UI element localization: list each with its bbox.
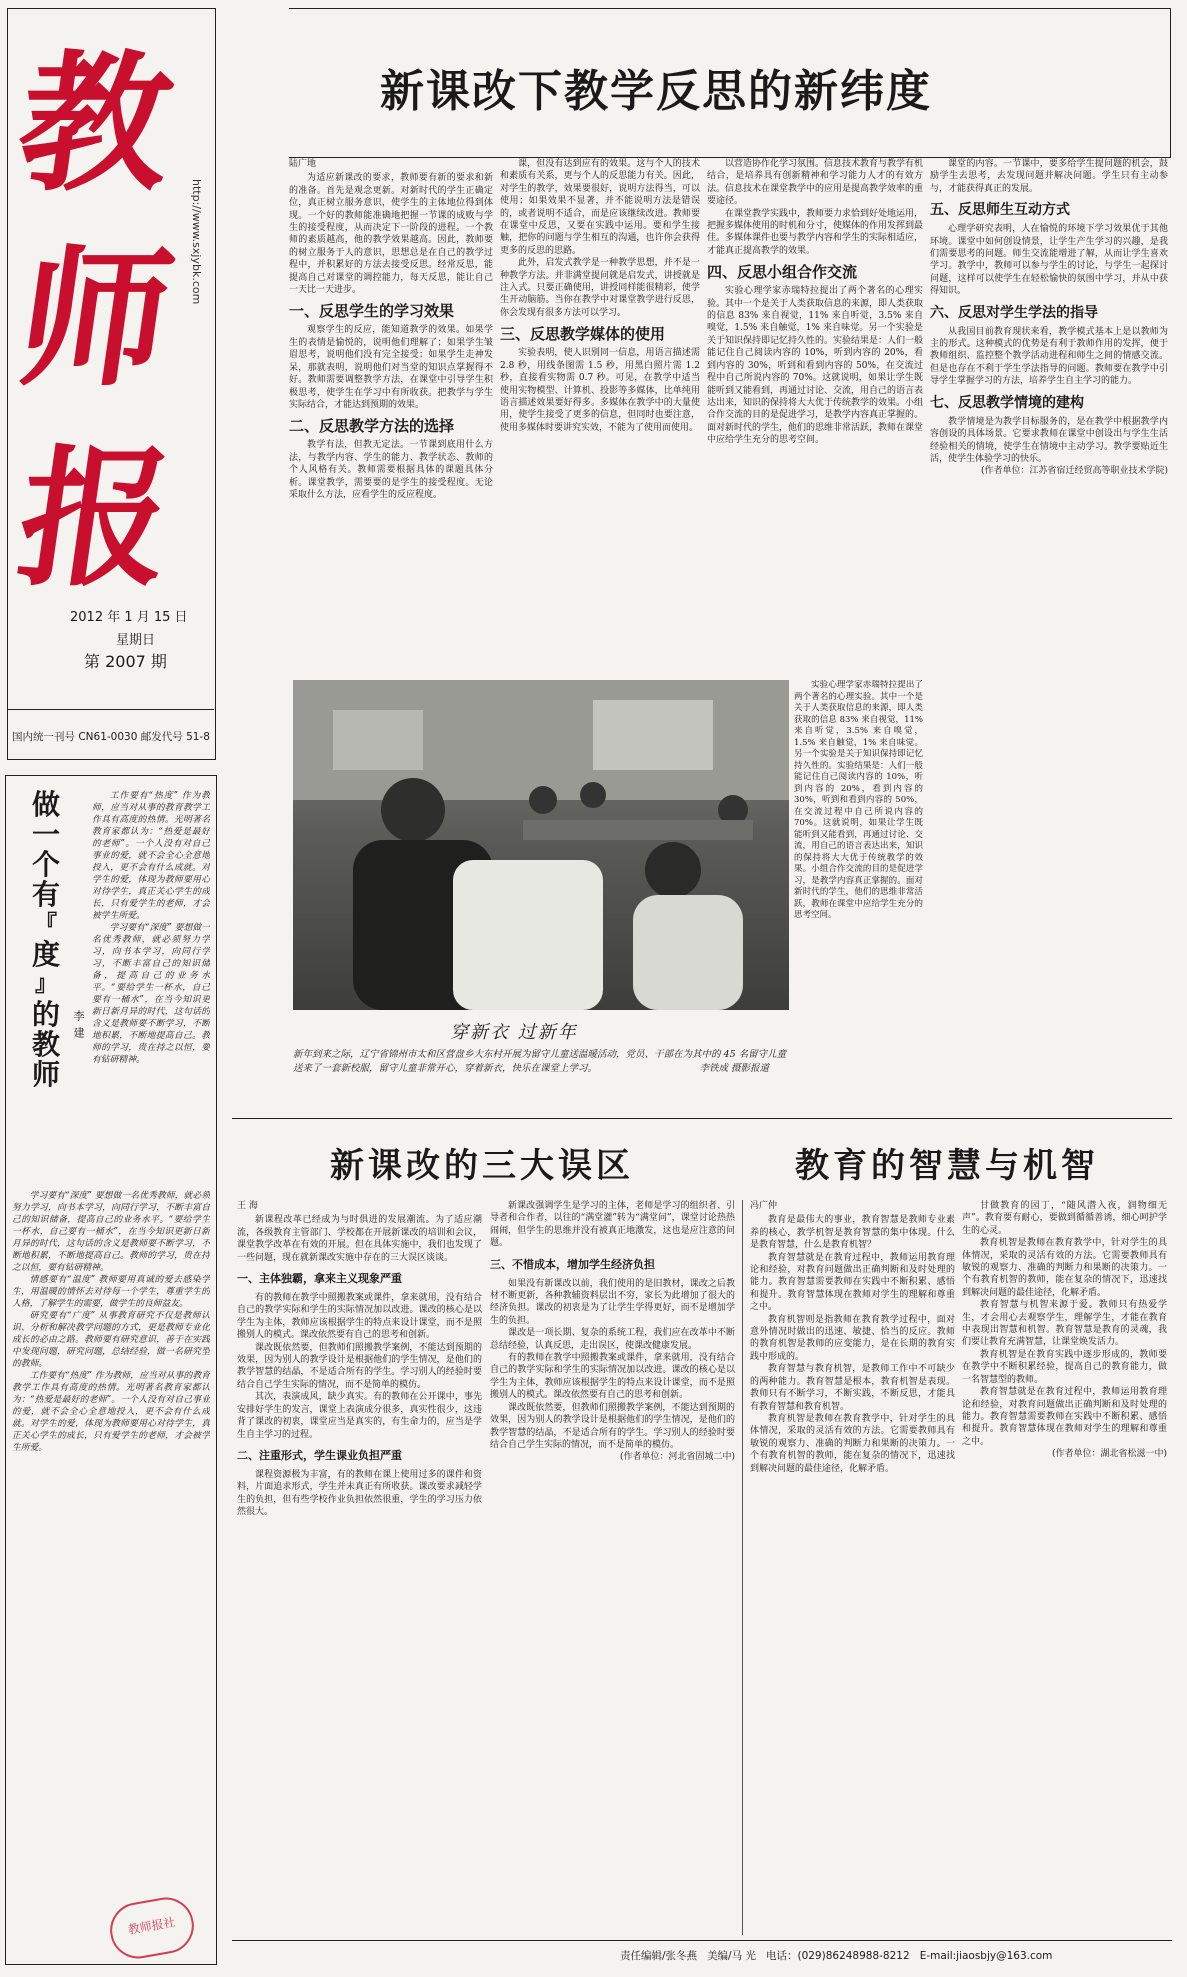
divider [8, 709, 214, 710]
lead-byline: 陆广地 [289, 159, 317, 169]
article2-footnote: (作者单位：河北省固城二中) [619, 1452, 735, 1463]
footer-email[interactable]: E-mail:jiaosbjy@163.com [919, 1950, 1053, 1962]
paragraph: 新课程改革已经成为与时俱进的发展潮流。为了适应潮流，各级教育主管部门、学校都在开展新课改的培训和会议，课堂教学改革在有效的开展。但在具体实施中，我们也发现了一些问题，现在就新课改实施中存在的三大误区谈谈。 [237, 1215, 482, 1263]
section-heading: 三、反思教学媒体的使用 [500, 325, 666, 344]
article2-byline: 王 海 [237, 1201, 258, 1211]
paragraph: 课程资源极为丰富，有的教师在课上使用过多的课件和资料，片面追求形式，学生并未真正有所收获。课改要求减轻学生的负担，但有些学校作业负担依然很重，学生的学习压力依然很大。 [237, 1469, 482, 1518]
paragraph: 教学有法，但教无定法。一节课到底用什么方法，与教学内容、学生的能力、教学状态、教师的个人风格有关。教师需要根据具体的课题具体分析。课堂教学，需要要的是学生的接受程度。无论采取什么方法，应看学生的反应程度。 [289, 440, 493, 500]
paragraph: 教育智慧就是在教育过程中，教师运用教育理论和经验，对教育问题做出正确判断和及时处理的能力。教育智慧需要教师在实践中不断积累、感悟和提升。教育智慧体现在教师对学生的理解和尊重之中。 [750, 1252, 955, 1313]
paragraph: 教育机智则是指教师在教育教学过程中，面对意外情况时做出的迅速、敏捷、恰当的反应。教师的教育机智是教师的应变能力，是在长期的教育实践中形成的。 [750, 1314, 955, 1362]
paragraph: 教学情境是为教学目标服务的，是在教学中根据教学内容创设的具体场景。它要求教师在课堂中创设出与学生生活经验相关的情境，使学生在情境中主动学习。教学要贴近生活，使学生体验学习的快乐。 [930, 416, 1168, 464]
paragraph: 课，但没有达到应有的效果。这与个人的技术和素质有关系，更与个人的反思能力有关。因此，对学生的教学，效果要很好，说明方法得当，可以使用；如果效果不显著，并不能说明方法是错误的，或者说明不适合，而是应该继续改进。教师要在课堂中反思，又要在实践中运用。要和学生接触，把你的问题与学生相互的沟通，也许你会获得更多的反思的思路。 [500, 159, 700, 256]
paragraph: 如果没有新课改以前，我们使用的是旧教材，课改之后教材不断更新，各种教辅资料层出不穷，家长为此增加了很大的经济负担。课改的初衷是为了让学生学得更好，而不是增加学生的负担。 [490, 1278, 735, 1326]
lead-column-2 [500, 158, 700, 678]
paragraph: 教育机智是在教育实践中逐步形成的，教师要在教学中不断积累经验，提高自己的教育能力，做一名智慧型的教师。 [962, 1349, 1167, 1385]
paragraph: 甘做教育的园丁，“随风潜入夜，润物细无声”。教育要有耐心，要做到循循善诱，细心呵护学生的心灵。 [962, 1201, 1167, 1236]
paragraph: 课堂的内容。一节课中，要多给学生提问题的机会，鼓励学生去思考，去发现问题并解决问题。学生只有主动参与，才能获得真正的发展。 [930, 159, 1168, 194]
photo-child-head [645, 842, 701, 898]
column-divider [742, 1200, 743, 1935]
sidebar-title-char: 师 [31, 1058, 60, 1091]
section-heading: 六、反思对学生学法的指导 [930, 304, 1098, 321]
sidebar-title-char: 』 [34, 972, 57, 997]
paragraph: 情感要有“温度” 教师要用真诚的爱去感染学生，用温暖的情怀去对待每一个学生，尊重学生的人格，了解学生的需要，做学生的良师益友。 [12, 1275, 210, 1309]
paragraph: 有的教师在教学中照搬教案或课件，拿来就用，没有结合自己的教学实际和学生的实际情况加以改进。课改的核心是以学生为主体，教师应该根据学生的特点来设计课堂，而不是照搬别人的模式。课改依然要有自己的思考和创新。 [237, 1293, 482, 1341]
article3-footnote: (作者单位：湖北省松滋一中) [1051, 1449, 1167, 1460]
paragraph: 教育智慧与教育机智，是教师工作中不可缺少的两种能力。教育智慧是根本，教育机智是表现。教师只有不断学习，不断实践，不断反思，才能具有教育智慧和教育机智。 [750, 1364, 955, 1412]
article3-byline: 冯广仲 [750, 1201, 778, 1211]
masthead-box [7, 8, 216, 760]
paragraph: 教育是最伟大的事业，教育智慧是教师专业素养的核心，教学机智是教育智慧的集中体现。什么是教育智慧，什么是教育机智？ [750, 1215, 955, 1251]
paragraph: 课改既依然要，但教师们照搬教学案例，不能达到预期的效果，因为别人的教学设计是根据他们的学生情况，是他们的教学智慧的结晶，不是适合所有的学生。学习别人的经验时要结合自己学生实际的情况，而不是简单的模仿。 [490, 1402, 735, 1450]
photo-student [580, 782, 606, 808]
footer-editor: 责任编辑/张冬燕 [620, 1950, 698, 1962]
photo-credit: 李铁成 摄影报道 [699, 1063, 769, 1074]
lead-column-4 [930, 158, 1168, 1118]
section-heading: 一、主体独霸，拿来主义现象严重 [237, 1272, 402, 1286]
publication-codes: 国内统一刊号 CN61-0030 邮发代号 51-8 [12, 731, 210, 743]
masthead-issue: 第 2007 期 [84, 652, 167, 671]
stamp-text: 教师报社 [126, 1914, 177, 1938]
sidebar-title-char: 度 [31, 938, 60, 971]
masthead-weekday: 星期日 [116, 633, 156, 648]
paragraph: 教育机智是教师在教育教学中，针对学生的具体情况，采取的灵活有效的方法。它需要教师具有敏锐的观察力、准确的判断力和果断的决策力。一个有教育机智的教师，能在复杂的情况下，迅速找到解决问题的最佳途径，化解矛盾。 [962, 1238, 1167, 1298]
paragraph: 实验表明，使人识别同一信息，用语言描述需 2.8 秒，用线条图需 1.5 秒，用黑白照片需 1.2 秒，直接看实物需 0.7 秒。可见，在教学中适当使用实物模型、计算机、投影等多媒体，比单纯用语言描述效果要好得多。多媒体在教学中的大量使用，使学生接受了更多的信息，但同时也要注意，使用多媒体时要讲究实效，不能为了使用而使用。 [500, 348, 700, 433]
article3-column-2 [962, 1200, 1167, 1930]
lead-footnote: (作者单位：江苏省宿迁经贸高等职业技术学院) [980, 466, 1168, 477]
paragraph: 学习要有“深度” 要想做一名优秀教师，就必须努力学习，向书本学习，向同行学习，不断丰富自己的知识储备，提高自己的业务水平。“要给学生一杯水，自己要有一桶水”，在当今知识更新日新月异的时代，这句话的含义是教师要不断学习，不断地积累，不断地提高自己。教师的学习，贵在持之以恒，要有钻研精神。 [12, 1191, 210, 1273]
paragraph: 观察学生的反应，能知道教学的效果。如果学生的表情是愉悦的，说明他们理解了；如果学生皱眉思考，说明他们没有完全接受；如果学生走神发呆，那就表明，说明他们对当堂的知识点掌握得不好。教师需要调整教学方法，在课堂中引导学生积极思考，使学生在学习中有所收获。把教学与学生实际结合，才能达到预期的效果。 [289, 325, 493, 410]
masthead-title [8, 36, 183, 607]
lead-column-1 [289, 158, 493, 678]
masthead-date: 2012 年 1 月 15 日 [70, 610, 188, 625]
lead-headline: 新课改下教学反思的新纬度 [380, 66, 932, 117]
photo-scene [293, 680, 789, 1010]
section-heading: 一、反思学生的学习效果 [289, 302, 455, 321]
paragraph: 以营造协作化学习氛围。信息技术教育与教学有机结合，是培养具有创新精神和学习能力人才的有效方法。信息技术在课堂教学中的应用是提高教学效率的重要途径。 [707, 159, 923, 207]
paragraph: 有的教师在教学中照搬教案或课件，拿来就用，没有结合自己的教学实际和学生的实际情况加以改进。课改的核心是以学生为主体，教师应该根据学生的特点来设计课堂，而不是照搬别人的模式。课改依然要有自己的思考和创新。 [490, 1353, 735, 1401]
article2-column-1 [237, 1200, 482, 1930]
paragraph: 新课改强调学生是学习的主体，老师是学习的组织者、引导者和合作者，以往的“满堂灌”转为“满堂问”，课堂讨论热热闹闹，但学生的思维并没有被真正地激发，这也是应注意的问题。 [490, 1201, 735, 1249]
sidebar-title-char: 一 [31, 818, 60, 851]
section-heading: 七、反思教学情境的建构 [930, 394, 1084, 411]
paragraph: 心理学研究表明，人在愉悦的环境下学习效果优于其他环境。课堂中如何创设情景，让学生产生学习的兴趣，是我们需要思考的问题。师生交流能增进了解，从而让学生喜欢学习。教学中，教师可以参与学生的讨论，与学生一起探讨问题，这样可以使学生在轻松愉快的氛围中学习，并从中获得知识。 [930, 224, 1168, 297]
paragraph: 实验心理学家赤瑞特拉提出了两个著名的心理实验。其中一个是关于人类获取信息的来源，即人类获取的信息 83% 来自视觉，11% 来自听觉，3.5% 来自嗅觉，1.5% 来自触觉，1% 来自味觉。另一个实验是关于知识保持即记忆持久性的。实验结果是：人们一般能记住自己阅读内容的 10%，听到内容的 20%，看到内容的 30%，听到和看到内容的 50%，在交流过程中自己所说内容的 70%。这就说明，如果让学生既能听到又能看到，再通过讨论、交流，用自己的语言表达出来，知识的保持将大大优于传统教学的效果。小组合作交流的目的是促进学习，是教学内容真正掌握的。面对新时代的学生，他们的思维非常活跃，教师在课堂中应给学生充分的思考空间。 [707, 286, 923, 446]
sidebar-title-char: 有 [31, 878, 60, 911]
footer-designer: 美编/马 光 [707, 1950, 756, 1962]
article3-headline: 教育的智慧与机智 [795, 1146, 1099, 1186]
section-heading: 四、反思小组合作交流 [707, 263, 858, 282]
paragraph: 工作要有“热度” 作为教师，应当对从事的教育教学工作具有高度的热情。光明著名教育家都认为：“热爱是最好的老师”。一个人没有对自己事业的爱，就不会全心全意地投入，更不会有什么成就。对学生的爱，体现为教师要用心对待学生，真正关心学生的成长，只有爱学生的老师，才会被学生所爱。 [92, 791, 210, 921]
news-photo [293, 680, 789, 1010]
photo-desk [523, 820, 753, 840]
paragraph: 工作要有“热度” 作为教师，应当对从事的教育教学工作具有高度的热情。光明著名教育家都认为：“热爱是最好的老师”。一个人没有对自己事业的爱，就不会全心全意地投入，更不会有什么成就。对学生的爱，体现为教师要用心对待学生，真正关心学生的成长，只有爱学生的老师，才会被学生所爱。 [12, 1371, 210, 1453]
masthead-char-3: 报 [8, 431, 183, 607]
sidebar-title-char: 做 [31, 788, 60, 821]
sidebar-title-char: 个 [31, 848, 60, 881]
paragraph: 研究要有“广度” 从事教育研究不仅是教师认识、分析和解决教学问题的方式，更是教师专业化成长的必由之路。教师要有研究意识，善于在实践中发现问题，研究问题，总结经验，做一名研究型的教师。 [12, 1311, 210, 1369]
paragraph: 其次，表演成风，缺少真实。有的教师在公开课中，事先安排好学生的发言，课堂上表演成分很多，真实性很少，这违背了课改的初衷，课堂应当是真实的，有生命力的，应当是学生自主学习的过程。 [237, 1392, 482, 1440]
paragraph: 教育智慧与机智来源于爱。教师只有热爱学生，才会用心去观察学生，理解学生，才能在教育中表现出智慧和机智。教育智慧是教育的灵魂，我们要让教育充满智慧，让课堂焕发活力。 [962, 1300, 1167, 1348]
paragraph: 在课堂教学实践中，教师要力求恰到好处地运用，把握多媒体使用的时机和分寸，使媒体的作用发挥到最佳。多媒体课件也要与教学内容和学生的实际相适应，才能真正提高教学的效果。 [707, 208, 923, 256]
masthead-url[interactable]: http://www.sxjybk.com [190, 179, 203, 305]
photo-title: 穿新衣 过新年 [450, 1022, 578, 1043]
lower-headline-rule [232, 1118, 1172, 1119]
footer [620, 1948, 1052, 1963]
photo-window [593, 700, 713, 770]
footer-phone: 电话：(029)86248988-8212 [765, 1950, 910, 1962]
section-heading: 三、不惜成本，增加学生经济负担 [490, 1257, 655, 1271]
lead-column-3-lower [794, 680, 923, 1100]
masthead-date-block [8, 597, 214, 598]
section-heading: 二、反思教学方法的选择 [289, 417, 455, 436]
paragraph: 学习要有“深度” 要想做一名优秀教师，就必须努力学习，向书本学习，向同行学习，不断丰富自己的知识储备，提高自己的业务水平。“要给学生一杯水，自己要有一桶水”，在当今知识更新日新月异的时代，这句话的含义是教师要不断学习，不断地积累，不断地提高自己。教师的学习，贵在持之以恒，要有钻研精神。 [92, 923, 210, 1065]
paragraph: 为适应新课改的要求，教师要有新的要求和新的准备。首先是观念更新。对新时代的学生正确定位，真正树立服务意识，使学生的主体地位得到体现。一个好的教师能准确地把握一节课的成败与学生的接受程度，从而决定下一阶段的进程。一个教师的素质越高，他的教学效果越高。因此，教师要的树立服务于人的意识，思想总是在自己的教学过程中，并积累好的方法去接受反思。经常反思，能提高自己对课堂的调控能力，每天反思，能让自己一天比一天进步。 [289, 173, 493, 296]
paragraph: 课改是一项长期、复杂的系统工程，我们应在改革中不断总结经验，认真反思，走出误区，使课改健康发展。 [490, 1328, 735, 1351]
photo-child-body [633, 895, 743, 1010]
article2-column-2 [490, 1200, 735, 1930]
section-heading: 五、反思师生互动方式 [930, 202, 1070, 219]
footer-rule [232, 1940, 1172, 1941]
sidebar-body [12, 1190, 210, 1890]
paragraph: 实验心理学家赤瑞特拉提出了两个著名的心理实验。其中一个是关于人类获取信息的来源，即人类获取的信息 83% 来自视觉，11% 来自听觉，3.5% 来自嗅觉，1.5% 来自触觉，1% 来自味觉。另一个实验是关于知识保持即记忆持久性的。实验结果是：人们一般能记住自己阅读内容的 10%，听到内容的 20%，看到内容的 30%，听到和看到内容的 50%，在交流过程中自己所说内容的 70%。这就说明，如果让学生既能听到又能看到，再通过讨论、交流，用自己的语言表达出来，知识的保持将大大优于传统教学的效果。小组合作交流的目的是促进学习，是教学内容真正掌握的。面对新时代的学生，他们的思维非常活跃，教师在课堂中应给学生充分的思考空间。 [794, 680, 923, 920]
photo-student [529, 786, 557, 814]
masthead-char-2: 师 [8, 231, 183, 407]
article3-column-1 [750, 1200, 955, 1930]
photo-teacher-head [381, 778, 445, 842]
sidebar-title [26, 790, 66, 1090]
sidebar-title-char: 的 [31, 998, 60, 1031]
paragraph: 课改既依然要，但教师们照搬教学案例，不能达到预期的效果，因为别人的教学设计是根据他们的学生情况，是他们的教学智慧的结晶，不是适合所有的学生。学习别人的经验时要结合自己学生实际的情况，而不是简单的模仿。 [237, 1342, 482, 1390]
paragraph: 教育智慧就是在教育过程中，教师运用教育理论和经验，对教育问题做出正确判断和及时处理的能力。教育智慧需要教师在实践中不断积累、感悟和提升。教育智慧体现在教师对学生的理解和尊重之中。 [962, 1387, 1167, 1447]
section-heading: 二、注重形式，学生课业负担严重 [237, 1448, 402, 1462]
paragraph: 教育机智是教师在教育教学中，针对学生的具体情况，采取的灵活有效的方法。它需要教师具有敏锐的观察力、准确的判断力和果断的决策力。一个有教育机智的教师，能在复杂的情况下，迅速找到解决问题的最佳途径，化解矛盾。 [750, 1413, 955, 1474]
masthead-char-1: 教 [8, 36, 183, 212]
article2-headline: 新课改的三大误区 [330, 1146, 634, 1186]
photo-new-uniform [453, 860, 603, 1010]
photo-window [333, 710, 423, 770]
sidebar-author: 李建 [72, 1010, 85, 1044]
sidebar-title-char: 教 [31, 1028, 60, 1061]
lead-column-3 [707, 158, 923, 678]
photo-caption [293, 1048, 789, 1076]
sidebar-title-char: 『 [34, 912, 57, 937]
sidebar-body-top [92, 790, 210, 1185]
paragraph: 此外，启发式教学是一种教学思想，并不是一种教学方法。并非满堂提问就是启发式，讲授就是注入式。只要正确使用，讲授同样能很精彩，使学生开动脑筋。当你在教学中对课堂教学进行反思，你会发现有很多方法可以学习。 [500, 258, 700, 318]
paragraph: 从我国目前教育现状来看，教学模式基本上是以教师为主的形式。这种模式的优势是有利于教师作用的发挥，便于教师组织、监控整个教学活动进程和师生之间的情感交流。但是也存在不利于学生学法指导的问题。教师要在教学中引导学生掌握学习的方法，培养学生自主学习的能力。 [930, 326, 1168, 387]
photo-caption-text: 新年到来之际，辽宁省锦州市太和区营盘乡大东村开展为留守儿童送温暖活动，党员、干部在为其中的 45 名留守儿童送来了一套新校服，留守儿童非常开心，穿着新衣，快乐在课堂上学习。 [293, 1049, 787, 1074]
